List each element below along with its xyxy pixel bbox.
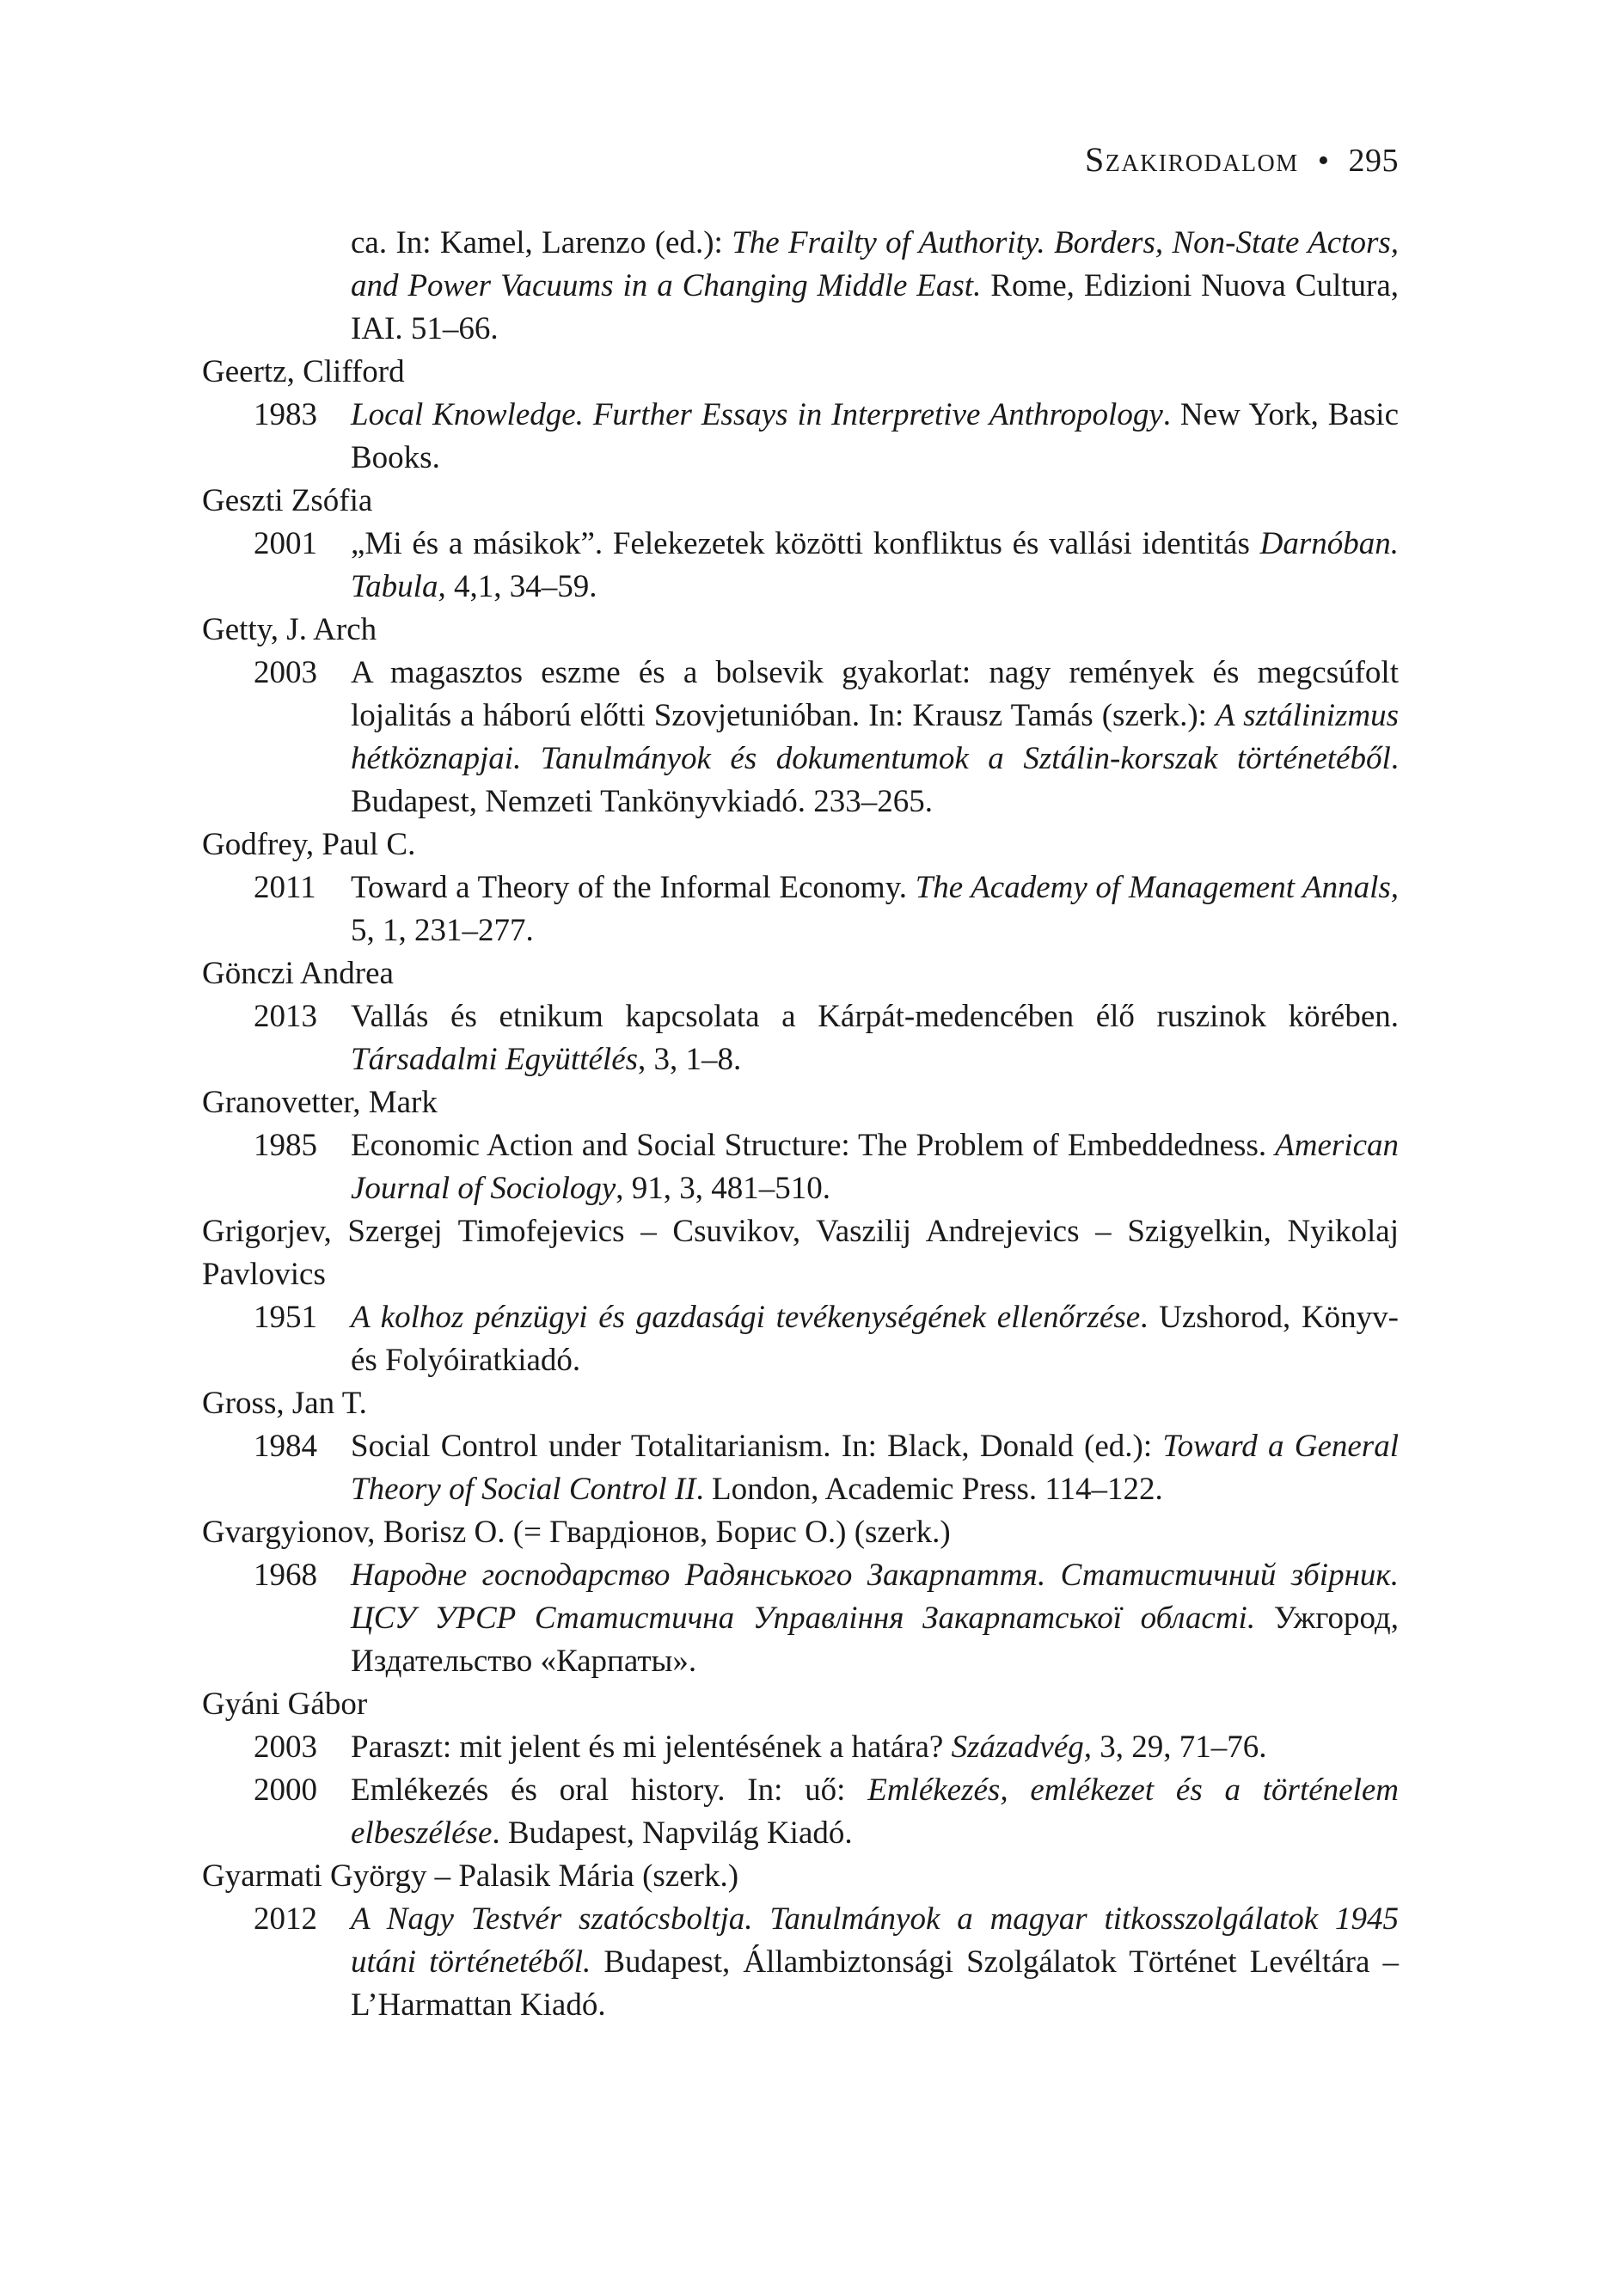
author-name: Gvargyionov, Borisz O. (= Гвардіонов, Борис О.) (szerk.): [202, 1515, 951, 1550]
publication-year: 2011: [254, 870, 316, 905]
publication-year: 1968: [254, 1558, 317, 1593]
reference-text: Paraszt: mit jelent és mi jelentésének a határa? Századvég, 3, 29, 71–76.: [351, 1730, 1267, 1765]
publication-year: 2003: [254, 655, 317, 690]
reference-text: Local Knowledge. Further Essays in Interpretive Anthropology. New York, Basic Books.: [351, 397, 1400, 475]
bibliography-entry: [202, 1554, 1399, 1683]
bibliography-entry: [202, 1425, 1399, 1511]
publication-year: 2012: [254, 1901, 317, 1937]
reference-continuation: ca. In: Kamel, Larenzo (ed.): The Frailty of Authority. Borders, Non-State Actors, and Power Vacuums in a Changing Middle East. Rome, Edizioni Nuova Cultura, IAI. 51–66.: [351, 225, 1399, 346]
bibliography-entry: [202, 523, 1399, 609]
reference-text: Toward a Theory of the Informal Economy. The Academy of Management Annals, 5, 1, 231–277.: [351, 870, 1399, 948]
author-name: Getty, J. Arch: [202, 612, 377, 647]
bibliography-entry: [202, 866, 1399, 952]
author-name: Gyarmati György – Palasik Mária (szerk.): [202, 1858, 739, 1894]
page-number: 295: [1348, 143, 1399, 179]
publication-year: 2003: [254, 1730, 317, 1765]
publication-year: 2001: [254, 526, 317, 561]
publication-year: 1983: [254, 397, 317, 432]
bibliography-entry: [202, 1124, 1399, 1210]
running-header: [1085, 139, 1399, 180]
publication-year: 1985: [254, 1128, 317, 1163]
bibliography-entry: [202, 1769, 1399, 1855]
author-name: Gönczi Andrea: [202, 956, 394, 991]
reference-text: A magasztos eszme és a bolsevik gyakorlat: nagy remények és megcsúfolt lojalitás a háború előtti Szovjetunióban. In: Krausz Tamás (szerk.): A sztálinizmus hétköznapjai. Tanulmányok és dokumentumok a Sztálin-korszak történetéből. Budapest, Nemzeti Tankönyvkiadó. 233–265.: [351, 655, 1399, 819]
reference-text: Emlékezés és oral history. In: uő: Emlékezés, emlékezet és a történelem elbeszélése. Budapest, Napvilág Kiadó.: [351, 1773, 1399, 1851]
bibliography-entry: [202, 394, 1399, 480]
bibliography-entry: [202, 1726, 1399, 1769]
publication-year: 1951: [254, 1300, 317, 1335]
section-title: Szakirodalom: [1085, 140, 1299, 179]
bibliography-entry: [202, 652, 1399, 823]
author-name: Gross, Jan T.: [202, 1386, 367, 1421]
bibliography-entry: [202, 995, 1399, 1081]
publication-year: 2000: [254, 1773, 317, 1808]
author-name: Granovetter, Mark: [202, 1085, 438, 1120]
reference-text: A Nagy Testvér szatócsboltja. Tanulmányok a magyar titkosszolgálatok 1945 utáni történetéből. Budapest, Állambiztonsági Szolgálatok Történet Levéltára – L’Harmattan Kiadó.: [351, 1901, 1399, 2023]
reference-text: Народне господарство Радянського Закарпаття. Статистичний збірник. ЦСУ УРСР Статистична Управління Закарпатської області. Ужгород, Издательство «Карпаты».: [351, 1558, 1399, 1679]
author-name: Gyáni Gábor: [202, 1687, 368, 1722]
author-name: Godfrey, Paul C.: [202, 827, 416, 862]
bibliography-list: [202, 222, 1399, 2027]
reference-text: „Mi és a másikok”. Felekezetek közötti konfliktus és vallási identitás Darnóban. Tabula, 4,1, 34–59.: [351, 526, 1399, 604]
publication-year: 2013: [254, 999, 317, 1034]
author-name: Geszti Zsófia: [202, 483, 373, 518]
reference-text: Vallás és etnikum kapcsolata a Kárpát-medencében élő ruszinok körében. Társadalmi Együttélés, 3, 1–8.: [351, 999, 1399, 1077]
reference-text: Economic Action and Social Structure: The Problem of Embeddedness. American Journal of Sociology, 91, 3, 481–510.: [351, 1128, 1399, 1206]
bibliography-entry: [202, 1898, 1399, 2027]
header-bullet: •: [1317, 143, 1330, 179]
bibliography-entry: [202, 222, 1399, 351]
author-name: Grigorjev, Szergej Timofejevics – Csuvikov, Vaszilij Andrejevics – Szigyelkin, Nyikolaj Pavlovics: [202, 1214, 1399, 1292]
publication-year: 1984: [254, 1429, 317, 1464]
reference-text: A kolhoz pénzügyi és gazdasági tevékenységének ellenőrzése. Uzshorod, Könyv- és Folyóiratkiadó.: [351, 1300, 1399, 1378]
reference-text: Social Control under Totalitarianism. In: Black, Donald (ed.): Toward a General Theory of Social Control II. London, Academic Press. 114–122.: [351, 1429, 1399, 1507]
bibliography-entry: [202, 1296, 1399, 1382]
author-name: Geertz, Clifford: [202, 354, 405, 389]
